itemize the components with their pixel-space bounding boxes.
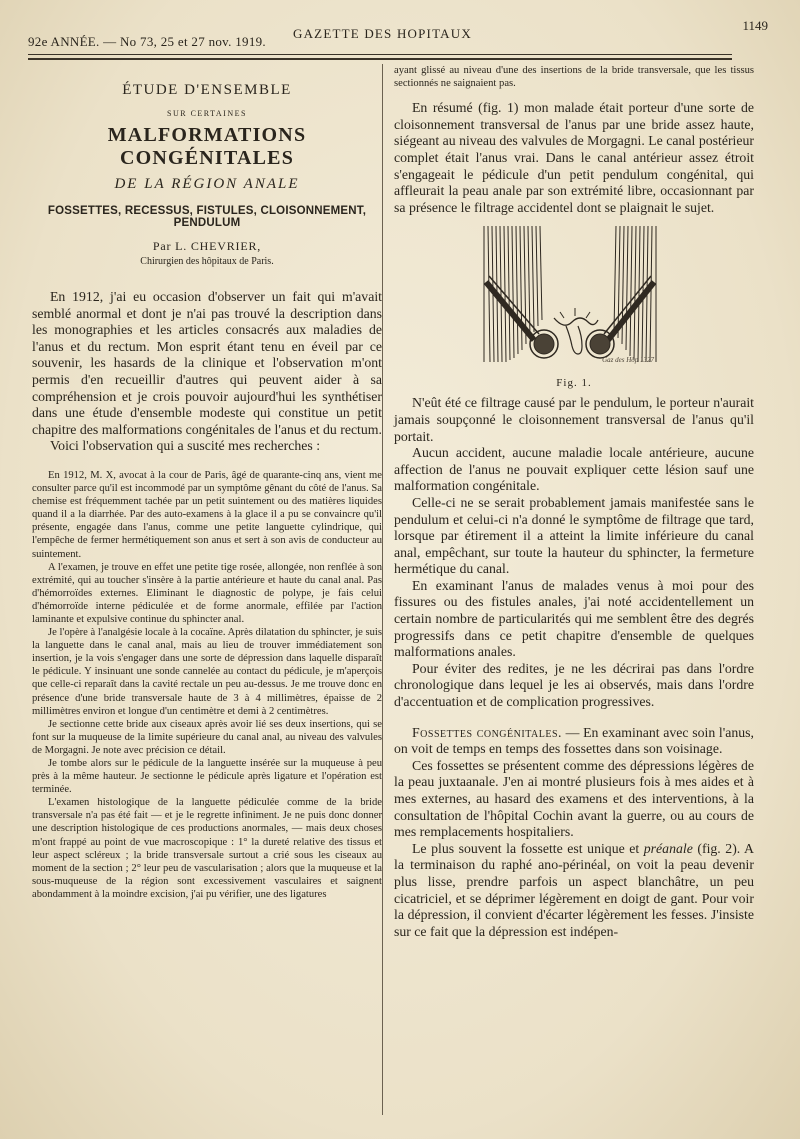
paragraph: En 1912, j'ai eu occasion d'observer un fait qui m'avait semblé anormal et dont je n'ai pas trouvé la description dans les monographies et les articles consacrés aux maladies de l'anus et du rectum. Mon esprit étant tenu en éveil par ce souvenir, les hasards de la clinique et l'observation m'ont permis d'en recueillir d'autres qui peuvent aider à sa compréhension et je crois pouvoir aujourd'hui les synthétiser dans une étude d'ensemble modeste qui constitue un petit chapitre des malformations congénitales de l'anus et du rectum. — [32, 289, 382, 437]
header-rule-thick — [28, 58, 732, 60]
title-sur: SUR CERTAINES — [167, 109, 247, 118]
paragraph: Celle-ci ne se serait probablement jamais manifestée sans le pendulum et celui-ci n'a donné le symptôme de filtrage que tard, lorsque par étirement il a atteint la limite inférieure du canal anal, empêchant, sur toute la hauteur du sphincter, la fermeture hermétique du canal. — [394, 494, 754, 577]
emphasis: préanale — [643, 840, 693, 856]
observation-paragraph: Je sectionne cette bride aux ciseaux après avoir lié ses deux insertions, qui se font sur la muqueuse de la limite supérieure du canal anal, au niveau des valvules de Morgagni. Je note avec précision ce détail. — [32, 718, 382, 756]
article-title-block — [32, 82, 382, 267]
header-rule — [28, 54, 732, 55]
paragraph: Aucun accident, aucune maladie locale antérieure, aucune affection de l'anus ne pouvait expliquer cette lésion sauf une malformation congénitale. — [394, 445, 754, 494]
title-region: DE LA RÉGION ANALE — [114, 176, 300, 192]
observation-paragraph: Je tombe alors sur le pédicule de la languette insérée sur la muqueuse à peu près à la même hauteur. Je sectionne le pédicule après ligature et l'opération est terminée. — [32, 758, 382, 796]
running-header — [28, 18, 768, 54]
article-title: MALFORMATIONS CONGÉNITALES — [107, 124, 307, 169]
paragraph: ayant glissé au niveau d'une des insertions de la bride transversale, que les tissus sectionnés ne saignaient pas. — [394, 65, 754, 90]
article-subtitle: FOSSETTES, RECESSUS, FISTULES, CLOISONNEMENT, PENDULUM — [47, 205, 367, 229]
column-divider — [382, 64, 383, 1115]
figure-1 — [394, 222, 754, 390]
figure-caption: Fig. 1. — [556, 377, 592, 390]
observation-paragraph: L'examen histologique de la languette pédiculée comme de la bride transversale n'a pas été fait — et je le regrette infiniment. Je ne puis donc donner une description histologique de ces productions anormales, — mais deux choses m'ont frappé au point de vue macroscopique : 1° la dureté relative des tissus et leur aspect scléreux ; la bride transversale surtout a crié sous les ciseaux au moment de la section ; 2° leur peu de vascularisation ; alors que la muqueuse et la sous-muqueuse de la région sont excessivement vasculaires et saignent abondamment à la moindre excision, j'ai pu vérifier, une des ligatures — [32, 797, 382, 900]
observation-paragraph: A l'examen, je trouve en effet une petite tige rosée, allongée, non renflée à son extrémité, qui au toucher s'insère à la partie antérieure et haute du canal anal. Pas d'hémorroïdes externes. Eliminant le diagnostic de polype, je fais celui d'hémorroïde interne pédiculée et de forme anormale, effilée par l'action laminante et expulsive continue du sphincter anal. — [32, 561, 382, 625]
figure-credit: Gaz des Hôp 1327 — [602, 356, 654, 365]
right-wall-hatching — [614, 226, 656, 362]
paragraph — [394, 841, 754, 941]
observation-paragraph: En 1912, M. X, avocat à la cour de Paris, âgé de quarante-cinq ans, vient me consulter parce qu'il est incommodé par un symptôme gênant du côté de l'anus. Sa chemise est fréquemment tachée par un petit suintement ou des matières liquides quand il a la diarrhée. Par des auto-examens à la glace il a pu se convaincre qu'il présente, engagée dans l'anus, comme une petite languette cylindrique, qui l'empêche de fermer hermétiquement son anus et sert à son avis de conducteur au suintement. — [32, 469, 382, 560]
right-column — [394, 64, 754, 940]
text-run: Le plus souvent la fossette est unique et — [412, 840, 640, 856]
paragraph: N'eût été ce filtrage causé par le pendulum, le porteur n'aurait jamais soupçonné le cloisonnement transversal de l'anus qu'il portait. — [394, 395, 754, 444]
paragraph: Ces fossettes se présentent comme des dépressions légères de la peau juxtaanale. J'en ai montré plusieurs fois à mes aides et à mes externes, au hasard des examens et des interventions, à la consultation de l'hôpital Cochin avant la guerre, ou au cours de mes remplacements hospitaliers. — [394, 757, 754, 840]
paragraph: Pour éviter des redites, je ne les décrirai pas dans l'ordre chronologique dans lequel je les ai observés, mais dans l'ordre d'accentuation et de complication progressives. — [394, 660, 754, 710]
author: Par L. CHEVRIER, — [152, 239, 262, 253]
page-number: 1149 — [742, 18, 768, 33]
section-paragraph-fossettes — [394, 725, 754, 758]
section-text: — En examinant avec soin l'anus, on voit de temps en temps des fossettes dans son voisinage. — [394, 724, 754, 757]
paragraph: Voici l'observation qui a suscité mes recherches : — [50, 438, 321, 454]
issue-info: 92e ANNÉE. — No 73, 25 et 27 nov. 1919. — [28, 34, 266, 49]
anal-section-illustration — [394, 222, 754, 372]
author-affiliation: Chirurgien des hôpitaux de Paris. — [140, 256, 274, 267]
text-run: (fig. 2). A la terminaison du raphé ano-périnéal, on voit la peau devenir plus lisse, prendre parfois un aspect blanchâtre, un peu cicatriciel, et se déprimer légèrement en doigt de gant. Pour voir la dépression, il convient d'écarter légèrement les fesses. J'insiste sur ce fait que la dépression est indépen- — [394, 840, 754, 939]
journal-title: GAZETTE DES HOPITAUX — [293, 26, 472, 41]
paragraph: En résumé (fig. 1) mon malade était porteur d'une sorte de cloisonnement transversal de l'anus par une bride assez haute, siégeant au niveau des valvules de Morgagni. Le canal postérieur complet était l'anus vrai. Dans le canal antérieur assez étroit s'engageait le pédicule d'un petit pendulum congénital, qui affleurait la peau anale par son extrémité libre, occasionnant par sa présence le filtrage accidentel dont se plaignait le sujet. — [394, 100, 754, 215]
left-column — [32, 70, 382, 901]
title-etude: ÉTUDE D'ENSEMBLE — [122, 82, 292, 98]
section-heading: Fossettes congénitales. — [412, 724, 562, 740]
observation-paragraph: Je l'opère à l'analgésie locale à la cocaïne. Après dilatation du sphincter, je suis la languette dans le canal anal, mais au lieu de trouver immédiatement son insertion, je la vois s'engager dans une sorte de dépression dans laquelle disparaît le pédicule. Y insinuant une sonde cannelée au contact du pédicule, je m'aperçois que celle-ci reparaît dans la cavité rectale un peu au-dessus. Je me trouve donc en présence d'une bride transversale haute de 3 à 4 millimètres, épaisse de 2 millimètres environ et longue d'un centimètre et demi à 2 centimètres. — [32, 627, 382, 717]
paragraph: En examinant l'anus de malades venus à moi pour des fissures ou des fistules anales, j'ai noté accidentellement un certain nombre de particularités qui me semblent être des degrés progressifs dans ce petit chapitre d'ensemble de quelques malformations anales. — [394, 577, 754, 660]
